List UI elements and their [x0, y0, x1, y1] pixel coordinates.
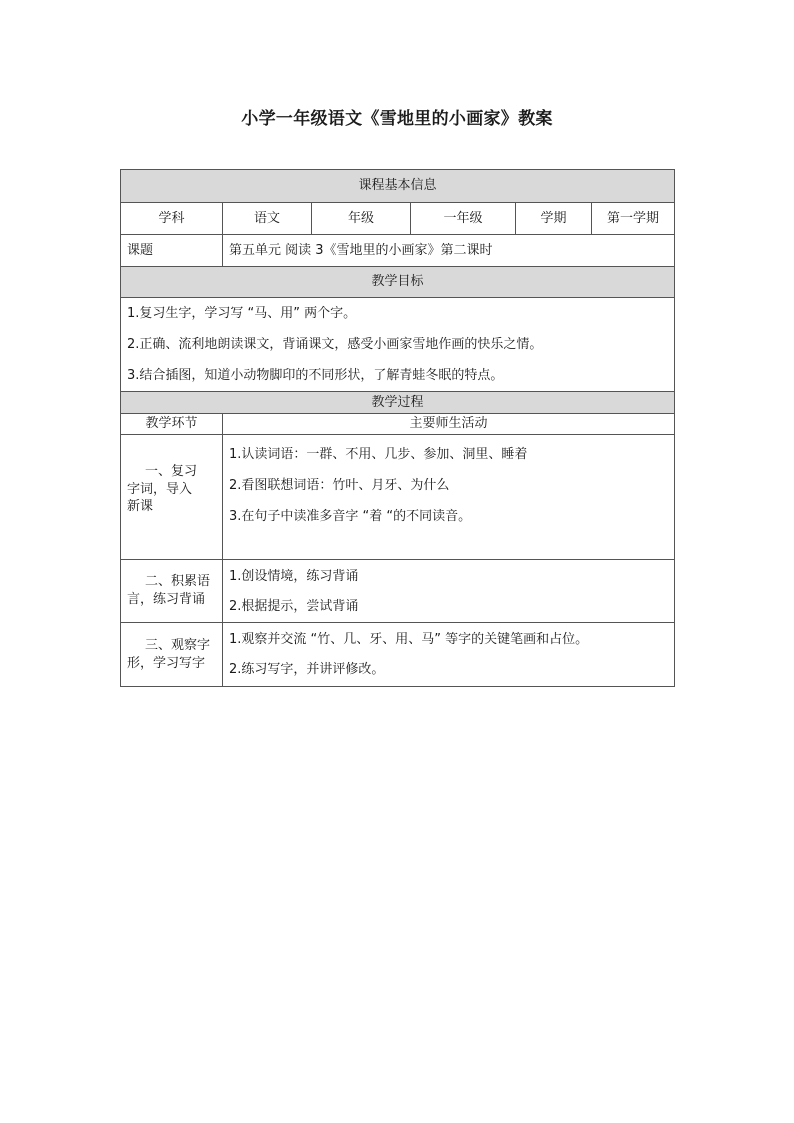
process-header-row	[121, 392, 675, 414]
activity-item: 1.认读词语：一群、不用、几步、参加、洞里、睡着	[229, 447, 528, 462]
goals-header: 教学目标	[121, 267, 675, 298]
goal-item: 1.复习生字，学习写 “马、用” 两个字。	[127, 306, 357, 321]
topic-row	[121, 235, 675, 267]
activity-item: 2.看图联想词语：竹叶、月牙、为什么	[229, 478, 450, 493]
stage-label-line: 言，练习背诵	[127, 592, 206, 607]
basic-info-header: 课程基本信息	[121, 170, 675, 203]
activity-column-header: 主要师生活动	[223, 414, 675, 435]
document-title: 小学一年级语文《雪地里的小画家》教案	[241, 109, 553, 129]
subject-label: 学科	[121, 203, 223, 235]
stage-label-line: 形，学习写字	[127, 655, 206, 671]
process-columns-row	[121, 414, 675, 435]
basic-info-row	[121, 203, 675, 235]
topic-label: 课题	[121, 235, 223, 267]
stage-label-line: 二、积累语	[145, 574, 211, 590]
goals-header-row	[121, 267, 675, 298]
stage-label-line: 新课	[127, 499, 154, 515]
stage-activities	[223, 623, 675, 687]
lesson-plan-table	[120, 169, 675, 687]
goals-list	[121, 298, 675, 392]
grade-value: 一年级	[411, 203, 516, 235]
stage-label-line: 字词，导入	[127, 481, 193, 497]
stage-label	[121, 560, 223, 623]
term-label: 学期	[516, 203, 592, 235]
stage-label	[121, 623, 223, 687]
stage-row-1	[121, 435, 675, 560]
grade-label: 年级	[312, 203, 411, 235]
stage-row-3	[121, 623, 675, 687]
activity-item: 2.根据提示，尝试背诵	[229, 599, 359, 614]
topic-value: 第五单元 阅读 3《雪地里的小画家》第二课时	[223, 235, 675, 267]
stage-label	[121, 435, 223, 560]
term-value: 第一学期	[592, 203, 675, 235]
stage-label-line: 一、复习	[145, 464, 198, 479]
goal-item: 2.正确、流利地朗读课文，背诵课文，感受小画家雪地作画的快乐之情。	[127, 337, 543, 352]
stage-label-line: 三、观察字	[145, 637, 211, 653]
basic-info-header-row	[121, 170, 675, 203]
stage-activities	[223, 435, 675, 560]
goal-item: 3.结合插图，知道小动物脚印的不同形状，了解青蛙冬眠的特点。	[127, 368, 504, 383]
activity-item: 2.练习写字，并讲评修改。	[229, 662, 385, 677]
stage-activities	[223, 560, 675, 623]
subject-value: 语文	[223, 203, 312, 235]
activity-item: 1.观察并交流 “竹、几、牙、用、马” 等字的关键笔画和占位。	[229, 632, 589, 647]
stage-column-header: 教学环节	[121, 414, 223, 435]
process-header: 教学过程	[121, 392, 675, 414]
activity-item: 3.在句子中读准多音字 “着 “的不同读音。	[229, 509, 472, 524]
activity-item: 1.创设情境，练习背诵	[229, 569, 359, 584]
stage-row-2	[121, 560, 675, 623]
goals-row	[121, 298, 675, 392]
